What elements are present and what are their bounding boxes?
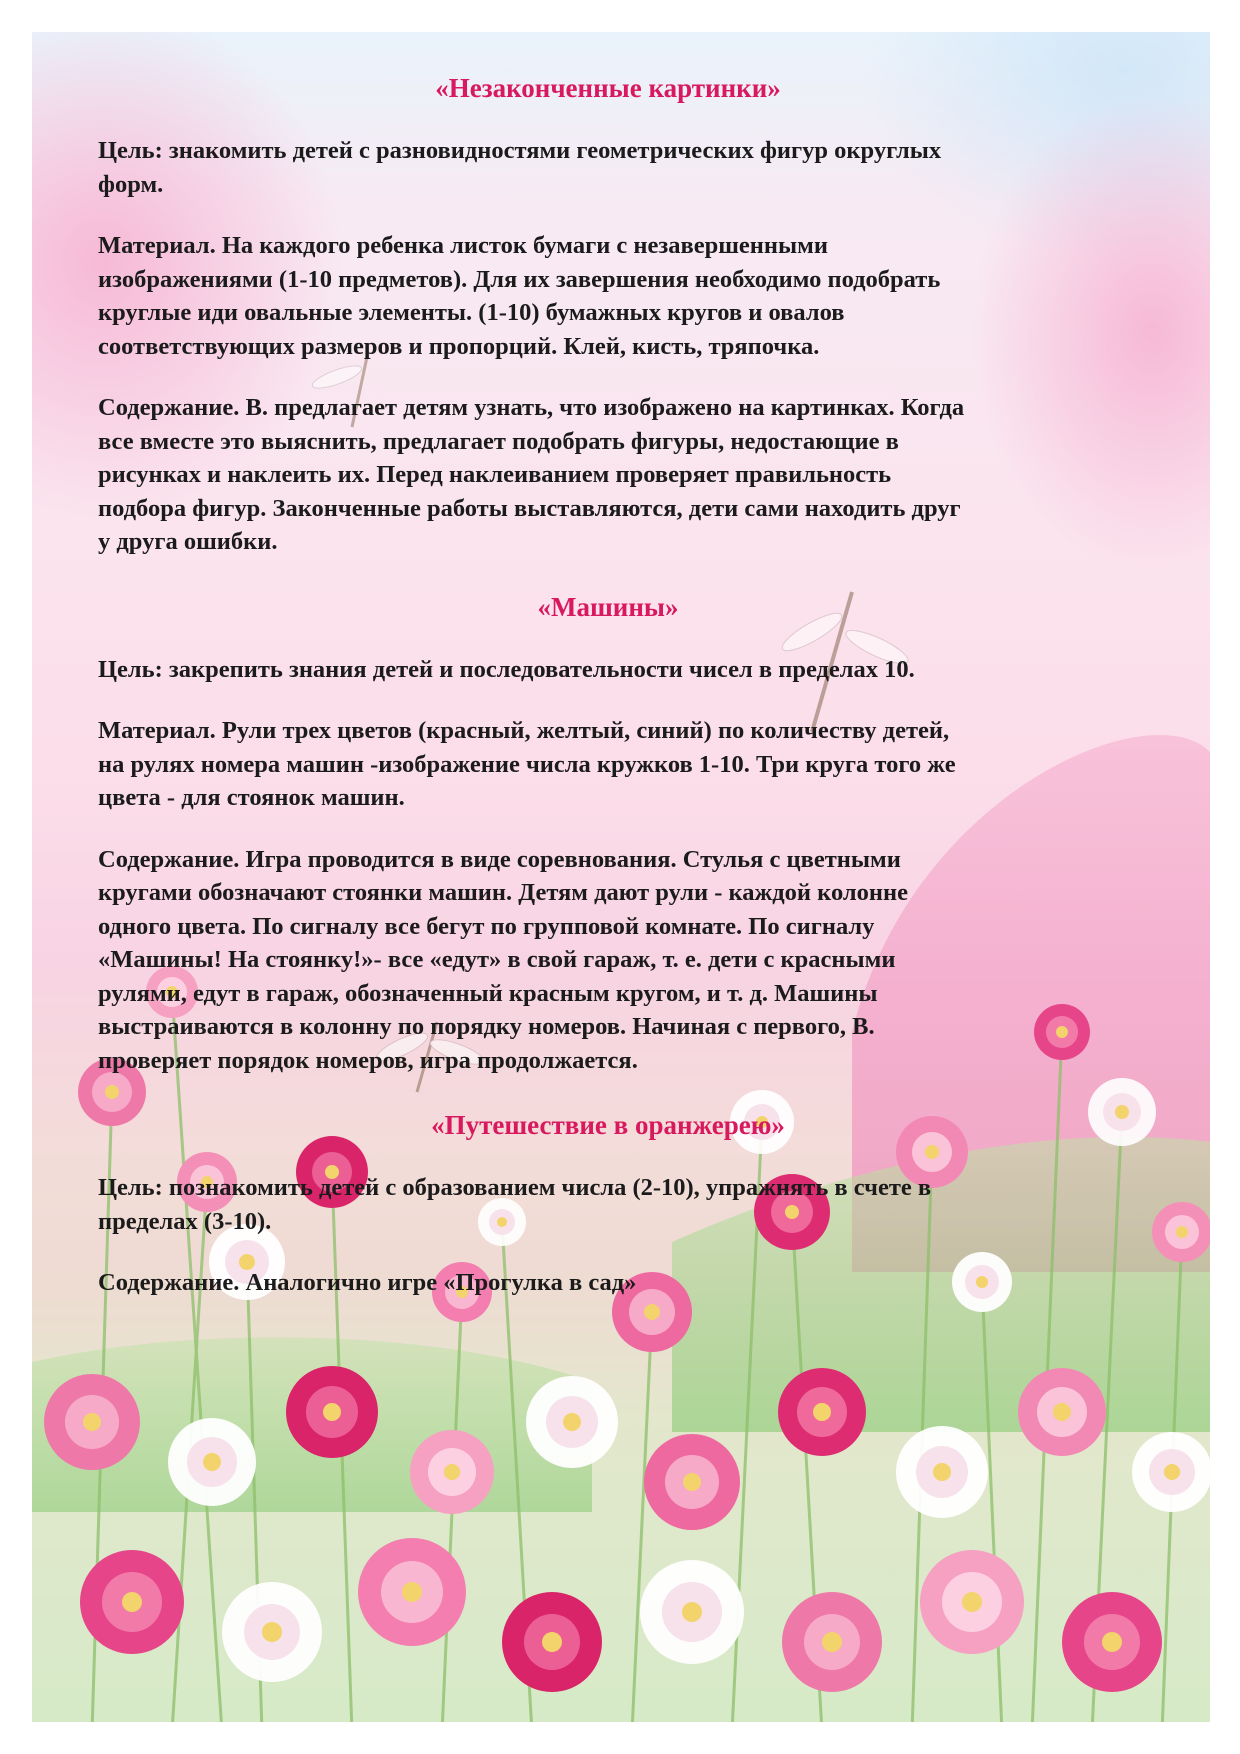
content-paragraph: Содержание. Игра проводится в виде соревнования. Стулья с цветными кругами обозначают стоянки машин. Детям дают рули - каждой колонне одного цвета. По сигналу все бегут по групповой комнате. По сигналу «Машины! На стоянку!»- все «едут» в свой гараж, т. е. дети с красными рулями, едут в гараж, обозначенный красным кругом, и т. д. Машины выстраиваются в колонну по порядку номеров. Начиная с первого, В. проверяет порядок номеров, игра продолжается. [98,845,908,1074]
content-paragraph: Содержание. В. предлагает детям узнать, что изображено на картинках. Когда все вместе это выяснить, предлагает подобрать фигуры, недостающие в рисунках и наклеить их. Перед наклеиванием проверяет правильность подбора фигур. Законченные работы выставляются, дети сами находить друг у друга ошибки. [98,394,965,555]
material-paragraph: Материал. Рули трех цветов (красный, желтый, синий) по количеству детей, на рулях номера машин -изображение числа кружков 1-10. Три круга того же цвета - для стоянок машин. [98,717,956,811]
section-cars [98,587,1188,1078]
section-unfinished-pictures [98,68,1188,559]
goal-paragraph: Цель: познакомить детей с образованием числа (2-10), упражнять в счете в пределах (3-10). [98,1174,932,1235]
section-title: «Незаконченные картинки» [435,73,781,103]
page-sheet [32,32,1210,1722]
material-paragraph: Материал. На каждого ребенка листок бумаги с незавершенными изображениями (1-10 предметов). Для их завершения необходимо подобрать круглые иди овальные элементы. (1-10) бумажных кругов и овалов соответствующих размеров и пропорций. Клей, кисть, тряпочка. [98,232,941,360]
document-text [98,68,1188,1328]
goal-paragraph: Цель: закрепить знания детей и последовательности чисел в пределах 10. [98,655,915,683]
goal-paragraph: Цель: знакомить детей с разновидностями геометрических фигур округлых форм. [98,137,942,198]
content-paragraph: Содержание. Аналогично игре «Прогулка в сад» [98,1269,637,1296]
section-greenhouse-trip [98,1105,1188,1300]
section-title: «Машины» [537,591,679,622]
section-title: «Путешествие в оранжерею» [431,1110,785,1140]
